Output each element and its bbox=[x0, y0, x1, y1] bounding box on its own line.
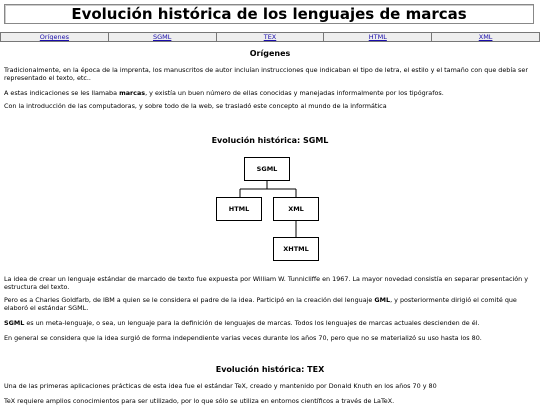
sgml-paragraph-1: La idea de crear un lenguaje estándar de marcado de texto fue expuesta por William W. Tunnicliffe en 1967. La mayor novedad consistía en separar presentación y estructura del texto. bbox=[4, 275, 529, 291]
sgml-p3-bold: SGML bbox=[4, 319, 25, 327]
sgml-p2-text-after: , y posteriormente dirigió el comité que elaboró el estándar SGML. bbox=[4, 296, 517, 312]
nav-link-sgml[interactable]: SGML bbox=[152, 33, 172, 41]
diagram-node-sgml: SGML bbox=[244, 157, 290, 181]
nav-link-origenes[interactable]: Orígenes bbox=[39, 33, 70, 41]
tex-paragraph-1: Una de las primeras aplicaciones prácticas de esta idea fue el estándar TeX, creado y mantenido por Donald Knuth en los años 70 y 80 bbox=[4, 382, 437, 390]
diagram-node-xml: XML bbox=[273, 197, 319, 221]
sgml-heading: Evolución histórica: SGML bbox=[211, 136, 329, 145]
sgml-paragraph-4: En general se considera que la idea surgió de forma independiente varias veces durante los años 70, pero que no se materializó su uso hasta los 80. bbox=[4, 334, 482, 342]
origenes-paragraph-2 bbox=[4, 90, 536, 98]
sgml-p2-text: Pero es a Charles Goldfarb, de IBM a quien se le considera el padre de la idea. Participó en la creación del lenguaje bbox=[4, 296, 375, 304]
sgml-paragraph-2 bbox=[4, 297, 536, 312]
page-title: Evolución histórica de los lenguajes de marcas bbox=[4, 4, 534, 24]
origenes-paragraph-1: Tradicionalmente, en la época de la imprenta, los manuscritos de autor incluían instrucciones que indicaban el tipo de letra, el estilo y el tamaño con que debía ser representado el texto, etc.. bbox=[4, 66, 528, 82]
diagram-node-html: HTML bbox=[216, 197, 262, 221]
origenes-heading: Orígenes bbox=[249, 49, 291, 58]
tex-heading: Evolución histórica: TEX bbox=[215, 365, 325, 374]
nav-cell-html bbox=[324, 33, 432, 42]
tex-paragraph-2: TeX requiere amplios conocimientos para ser utilizado, por lo que sólo se utiliza en entornos científicos a través de LaTeX. bbox=[4, 397, 395, 405]
nav-link-html[interactable]: HTML bbox=[368, 33, 387, 41]
origenes-p2-bold: marcas bbox=[119, 89, 146, 97]
origenes-p2-text-after: , y existía un buen número de ellas conocidas y manejadas informalmente por los tipógrafos. bbox=[145, 89, 444, 97]
sgml-paragraph-3 bbox=[4, 320, 536, 328]
origenes-p2-text: A estas indicaciones se les llamaba bbox=[4, 89, 120, 97]
nav-bar bbox=[0, 32, 540, 42]
nav-cell-tex bbox=[216, 33, 324, 42]
sgml-diagram bbox=[0, 155, 540, 265]
sgml-p2-bold: GML bbox=[374, 296, 391, 304]
nav-cell-sgml bbox=[108, 33, 216, 42]
sgml-p3-text: es un meta-lenguaje, o sea, un lenguaje para la definición de lenguajes de marcas. Todos los lenguajes de marcas actuales descienden de él. bbox=[24, 319, 480, 327]
nav-cell-xml bbox=[432, 33, 540, 42]
diagram-node-xhtml: XHTML bbox=[273, 237, 319, 261]
origenes-paragraph-3: Con la introducción de las computadoras, y sobre todo de la web, se trasladó este concepto al mundo de la informática bbox=[4, 102, 387, 110]
nav-cell-origenes bbox=[1, 33, 109, 42]
nav-link-xml[interactable]: XML bbox=[478, 33, 493, 41]
nav-link-tex[interactable]: TEX bbox=[263, 33, 277, 41]
